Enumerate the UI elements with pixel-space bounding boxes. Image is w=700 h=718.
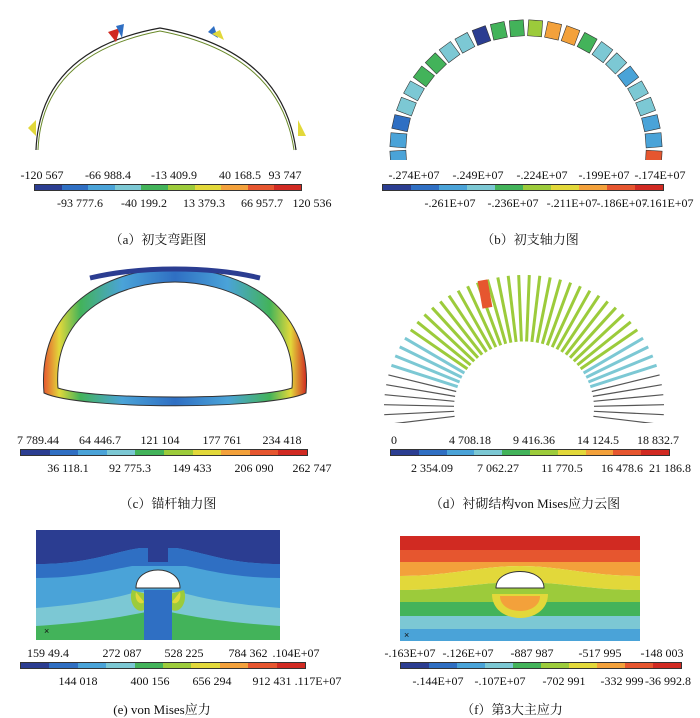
tick: -.236E+07 xyxy=(487,196,539,210)
tick: 234 418 xyxy=(262,433,302,447)
color-bar-segment xyxy=(579,185,607,190)
tick: -36 992.8 xyxy=(645,674,691,688)
color-bar-segment xyxy=(607,185,635,190)
anchor-bar xyxy=(527,275,530,341)
vonmises-contour xyxy=(36,530,280,640)
color-bar-segment xyxy=(193,450,222,455)
color-bar xyxy=(20,662,306,669)
force-segment xyxy=(390,150,407,160)
moment-diagram xyxy=(20,10,310,160)
color-bar-segment xyxy=(635,185,663,190)
tick: -.163E+07 xyxy=(384,646,436,660)
color-bar-segment xyxy=(439,185,467,190)
color-bar-segment xyxy=(274,185,301,190)
tick: -887 987 xyxy=(510,646,554,660)
force-segment xyxy=(628,81,649,101)
anchor-bar xyxy=(385,395,455,402)
color-bar-segment xyxy=(277,663,305,668)
color-bar-segment xyxy=(625,663,653,668)
tick: 93 747 xyxy=(268,168,302,182)
tick: 36 118.1 xyxy=(47,461,89,475)
tick: .117E+07 xyxy=(294,674,342,688)
tick: 11 770.5 xyxy=(541,461,583,475)
tick: -.174E+07 xyxy=(634,168,686,182)
color-bar-segment xyxy=(21,450,50,455)
caption-c: （c）锚杆轴力图 xyxy=(119,496,217,511)
tick: -.211E+07 xyxy=(546,196,598,210)
color-bar-segment xyxy=(597,663,625,668)
anchor-bar xyxy=(519,275,522,341)
force-segment xyxy=(490,22,507,41)
color-bar-segment xyxy=(613,450,641,455)
color-bar-segment xyxy=(106,663,134,668)
tick: 656 294 xyxy=(192,674,232,688)
color-bar-segment xyxy=(135,450,164,455)
color-bar-segment xyxy=(195,185,222,190)
caption-a: （a）初支弯距图 xyxy=(109,232,207,247)
color-bar-segment xyxy=(530,450,558,455)
tick: 92 775.3 xyxy=(109,461,151,475)
color-bar xyxy=(382,184,664,191)
lining-stress-diagram xyxy=(374,258,674,423)
principal-stress-contour xyxy=(400,536,640,641)
tick: 177 761 xyxy=(202,433,242,447)
tick: 66 957.7 xyxy=(241,196,283,210)
color-bar-segment xyxy=(168,185,195,190)
tick: 18 832.7 xyxy=(637,433,679,447)
tick: 144 018 xyxy=(58,674,98,688)
tick: 120 536 xyxy=(292,196,332,210)
tick: -.144E+07 xyxy=(412,674,464,688)
anchor-force-diagram xyxy=(30,258,320,423)
tick: -702 991 xyxy=(542,674,586,688)
color-bar-segment xyxy=(641,450,669,455)
force-segment xyxy=(545,22,562,41)
force-segment xyxy=(509,20,524,37)
color-bar-segment xyxy=(278,450,307,455)
color-bar-segment xyxy=(467,185,495,190)
color-bar-segment xyxy=(569,663,597,668)
anchor-bar xyxy=(594,405,664,407)
color-bar-segment xyxy=(78,663,106,668)
tick: -332 999 xyxy=(600,674,644,688)
tick: 13 379.3 xyxy=(183,196,225,210)
color-bar xyxy=(34,184,302,191)
color-bar-segment xyxy=(115,185,142,190)
tick: 2 354.09 xyxy=(411,461,453,475)
color-bar-segment xyxy=(411,185,439,190)
tick: 912 431 xyxy=(252,674,292,688)
color-bar-segment xyxy=(248,663,276,668)
force-segment xyxy=(561,26,580,46)
tick: 21 186.8 xyxy=(649,461,691,475)
anchor-bar xyxy=(593,416,663,423)
color-bar-segment xyxy=(401,663,429,668)
tick: 9 416.36 xyxy=(513,433,555,447)
tick: -517 995 xyxy=(578,646,622,660)
anchor-bar xyxy=(384,411,454,414)
color-bar-segment xyxy=(135,663,163,668)
color-bar-segment xyxy=(447,450,475,455)
force-segment xyxy=(396,97,416,116)
force-segment xyxy=(404,81,425,101)
color-bar-segment xyxy=(21,663,49,668)
color-bar-segment xyxy=(62,185,89,190)
color-bar-segment xyxy=(429,663,457,668)
anchor-bar xyxy=(384,405,454,407)
tick: 784 362 xyxy=(228,646,268,660)
color-bar-segment xyxy=(495,185,523,190)
color-bar-segment xyxy=(250,450,279,455)
color-bar-segment xyxy=(88,185,115,190)
color-bar-segment xyxy=(163,663,191,668)
color-bar-segment xyxy=(221,450,250,455)
tick: -93 777.6 xyxy=(57,196,103,210)
tick: 206 090 xyxy=(234,461,274,475)
tick: 14 124.5 xyxy=(577,433,619,447)
color-bar-segment xyxy=(551,185,579,190)
tick: -13 409.9 xyxy=(151,168,197,182)
force-segment xyxy=(390,133,407,148)
tick: 272 087 xyxy=(102,646,142,660)
color-bar-segment xyxy=(513,663,541,668)
anchor-bar xyxy=(594,411,664,414)
tick: -.261E+07 xyxy=(424,196,476,210)
force-segment xyxy=(645,133,662,148)
color-bar xyxy=(390,449,670,456)
svg-text:×: × xyxy=(44,626,50,636)
force-segment xyxy=(577,32,597,53)
color-bar-segment xyxy=(474,450,502,455)
tick: 4 708.18 xyxy=(449,433,491,447)
color-bar-segment xyxy=(485,663,513,668)
color-bar-segment xyxy=(457,663,485,668)
force-segment xyxy=(528,20,543,37)
tick: 7 062.27 xyxy=(477,461,519,475)
tick: 121 104 xyxy=(140,433,180,447)
tick: 64 446.7 xyxy=(79,433,121,447)
tick: 159 49.4 xyxy=(27,646,69,660)
caption-d: （d）衬砌结构von Mises应力云图 xyxy=(429,496,621,511)
color-bar-segment xyxy=(558,450,586,455)
caption-e: (e) von Mises应力 xyxy=(113,702,211,717)
color-bar-segment xyxy=(586,450,614,455)
svg-text:×: × xyxy=(404,630,410,640)
anchor-bar xyxy=(593,385,662,397)
color-bar-segment xyxy=(191,663,219,668)
color-bar-segment xyxy=(35,185,62,190)
color-bar-segment xyxy=(391,450,419,455)
color-bar-segment xyxy=(50,450,79,455)
color-bar-segment xyxy=(419,450,447,455)
tick: -.274E+07 xyxy=(388,168,440,182)
color-bar-segment xyxy=(107,450,136,455)
axial-force-diagram xyxy=(376,10,676,160)
tick: 149 433 xyxy=(172,461,212,475)
tick: 0 xyxy=(391,433,397,447)
color-bar-segment xyxy=(248,185,275,190)
tick: 16 478.6 xyxy=(601,461,643,475)
tick: -.126E+07 xyxy=(442,646,494,660)
anchor-bar xyxy=(386,385,455,397)
color-bar xyxy=(400,662,682,669)
color-bar-segment xyxy=(383,185,411,190)
caption-b: （b）初支轴力图 xyxy=(481,232,579,247)
tick: -.249E+07 xyxy=(452,168,504,182)
force-segment xyxy=(642,115,661,132)
tick: -.224E+07 xyxy=(516,168,568,182)
tick: 262 747 xyxy=(292,461,332,475)
color-bar-segment xyxy=(653,663,681,668)
color-bar-segment xyxy=(49,663,77,668)
color-bar-segment xyxy=(141,185,168,190)
tick: -.161E+07 xyxy=(642,196,694,210)
tick: -.186E+07 xyxy=(596,196,648,210)
tick: 7 789.44 xyxy=(17,433,59,447)
color-bar xyxy=(20,449,308,456)
force-segment xyxy=(455,32,475,53)
tick: 528 225 xyxy=(164,646,204,660)
force-segment xyxy=(645,150,662,160)
tick: -120 567 xyxy=(20,168,64,182)
tick: -.107E+07 xyxy=(474,674,526,688)
force-segment xyxy=(636,97,656,116)
caption-f: （f）第3大主应力 xyxy=(461,702,563,717)
color-bar-segment xyxy=(164,450,193,455)
anchor-bar xyxy=(385,416,455,423)
color-bar-segment xyxy=(221,185,248,190)
tick: -.199E+07 xyxy=(578,168,630,182)
tick: .104E+07 xyxy=(272,646,320,660)
tick: -66 988.4 xyxy=(85,168,131,182)
anchor-bar xyxy=(594,395,664,402)
color-bar-segment xyxy=(78,450,107,455)
tick: 400 156 xyxy=(130,674,170,688)
color-bar-segment xyxy=(541,663,569,668)
tick: -148 003 xyxy=(640,646,684,660)
tick: 40 168.5 xyxy=(219,168,261,182)
force-segment xyxy=(392,115,411,132)
color-bar-segment xyxy=(502,450,530,455)
color-bar-segment xyxy=(220,663,248,668)
color-bar-segment xyxy=(523,185,551,190)
tick: -40 199.2 xyxy=(121,196,167,210)
force-segment xyxy=(472,26,491,46)
